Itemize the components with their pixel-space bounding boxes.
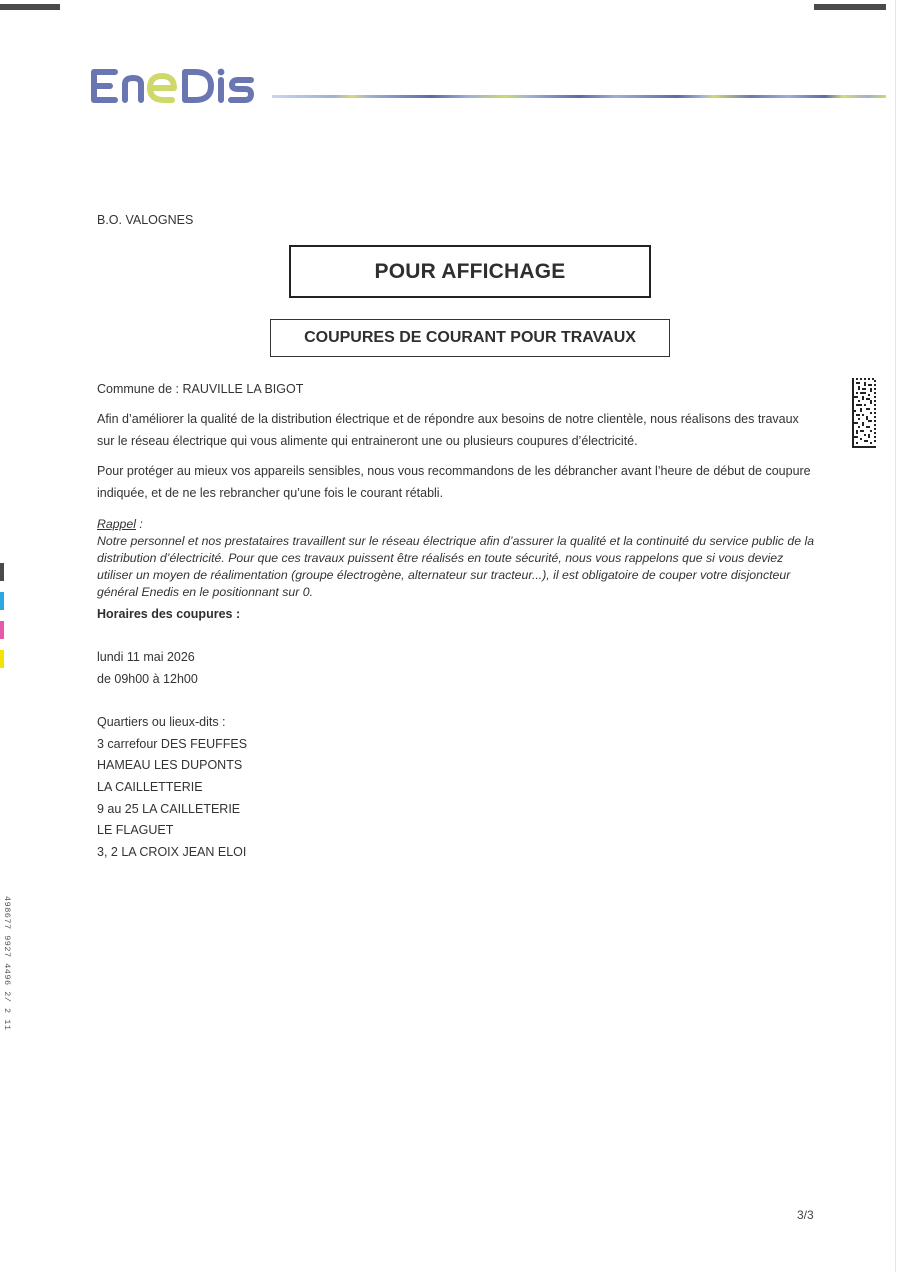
- list-item: 3, 2 LA CROIX JEAN ELOI: [97, 845, 247, 860]
- print-mark-black: [0, 563, 4, 581]
- schedule: [97, 647, 198, 690]
- paragraph-2: Pour protéger au mieux vos appareils sensibles, nous vous recommandons de les débrancher avant l’heure de début de coupure indiquée, et de ne les rebrancher qu’une fois le courant rétabli.: [97, 464, 811, 500]
- quartiers-title: Quartiers ou lieux-dits :: [97, 715, 226, 729]
- schedule-date: lundi 11 mai 2026: [97, 650, 195, 664]
- list-item: LA CAILLETTERIE: [97, 780, 203, 795]
- rappel-block: [97, 516, 817, 601]
- rappel-colon: :: [135, 517, 143, 531]
- side-reference-code: 498677 9927 4496 2/ 2 11: [2, 896, 12, 1031]
- list-item: LE FLAGUET: [97, 823, 174, 838]
- commune-line: Commune de : RAUVILLE LA BIGOT: [97, 382, 304, 396]
- main-title: POUR AFFICHAGE: [289, 245, 651, 298]
- page-number: 3/3: [797, 1208, 814, 1222]
- print-mark-cyan: [0, 592, 4, 610]
- datamatrix-code: [852, 378, 876, 448]
- subtitle: COUPURES DE COURANT POUR TRAVAUX: [270, 319, 670, 357]
- enedis-logo: [88, 62, 263, 108]
- top-left-scan-bar: [0, 4, 60, 10]
- horaires-title: Horaires des coupures :: [97, 607, 241, 621]
- scan-edge-line: [895, 0, 896, 1272]
- print-mark-yellow: [0, 650, 4, 668]
- schedule-time: de 09h00 à 12h00: [97, 671, 198, 686]
- header-divider: [272, 95, 886, 98]
- list-item: HAMEAU LES DUPONTS: [97, 758, 243, 773]
- rappel-text: Notre personnel et nos prestataires travaillent sur le réseau électrique afin d’assurer la qualité et la continuité du service public de la distribution d’électricité. Pour que ces travaux puissent être réalisés en toute sécurité, nous vous rappelons que si vous deviez utiliser un moyen de réalimentation (groupe électrogène, alternateur sur tracteur...), il est obligatoire de couper votre disjoncteur général Enedis en le positionnant sur 0.: [97, 534, 815, 599]
- paragraph-1: Afin d’améliorer la qualité de la distribution électrique et de répondre aux besoins de notre clientèle, nous réalisons des travaux sur le réseau électrique qui vous alimente qui entraineront une ou plusieurs coupures d’électricité.: [97, 412, 799, 448]
- rappel-title: Rappel: [97, 517, 136, 531]
- top-right-scan-bar: [814, 4, 886, 10]
- office-label: B.O. VALOGNES: [97, 213, 194, 227]
- list-item: 9 au 25 LA CAILLETERIE: [97, 801, 241, 816]
- print-mark-magenta: [0, 621, 4, 639]
- list-item: 3 carrefour DES FEUFFES: [97, 736, 248, 751]
- quartiers-list: [97, 712, 247, 864]
